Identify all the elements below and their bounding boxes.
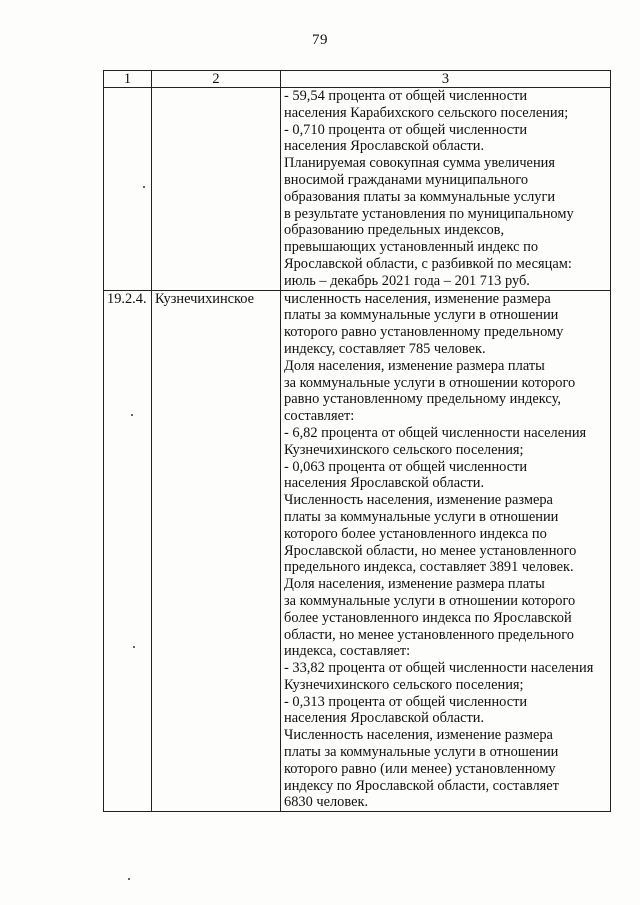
text-line: которого равно (или менее) установленному bbox=[284, 760, 556, 777]
text-line: предельного индекса, составляет 3891 человек. bbox=[284, 559, 574, 576]
text-line: вносимой гражданами муниципального bbox=[284, 171, 529, 188]
text-line: платы за коммунальные услуги в отношении bbox=[284, 508, 559, 525]
text-line: населения Ярославской области. bbox=[284, 475, 485, 492]
text-line: которого равно установленному предельному bbox=[284, 324, 564, 341]
text-line: в результате установления по муниципальному bbox=[284, 205, 574, 222]
description-cell bbox=[281, 290, 611, 812]
text-line: образования платы за коммунальные услуги bbox=[284, 188, 556, 205]
text-line: Кузнечихинского сельского поселения; bbox=[284, 441, 524, 458]
table-row bbox=[104, 88, 611, 291]
text-line: 6830 человек. bbox=[284, 794, 369, 811]
text-line: - 59,54 процента от общей численности bbox=[284, 88, 528, 104]
text-line: образованию предельных индексов, bbox=[284, 222, 505, 239]
text-line: населения Карабихского сельского поселения; bbox=[284, 104, 569, 121]
scan-speck bbox=[143, 186, 145, 188]
text-line: - 33,82 процента от общей численности населения bbox=[284, 660, 594, 677]
scan-speck bbox=[131, 414, 133, 416]
document-table bbox=[103, 70, 611, 812]
text-line: индекса, составляет: bbox=[284, 643, 411, 660]
page-number: 79 bbox=[312, 32, 328, 48]
text-line: Доля населения, изменение размера платы bbox=[284, 357, 545, 374]
text-line: превышающих установленный индекс по bbox=[284, 239, 539, 256]
scan-speck bbox=[128, 878, 130, 880]
settlement-name-cell: Кузнечихинское bbox=[152, 290, 281, 812]
text-line: Доля населения, изменение размера платы bbox=[284, 576, 545, 593]
scan-speck bbox=[133, 646, 135, 648]
text-line: составляет: bbox=[284, 408, 355, 425]
column-header: 3 bbox=[281, 71, 611, 88]
text-line: индексу по Ярославской области, составляет bbox=[284, 777, 559, 794]
settlement-name-cell bbox=[152, 88, 281, 291]
table-header-row bbox=[104, 71, 611, 88]
text-line: которого более установленного индекса по bbox=[284, 525, 547, 542]
text-line: - 0,313 процента от общей численности bbox=[284, 693, 528, 710]
column-header: 2 bbox=[152, 71, 281, 88]
text-line: Кузнечихинского сельского поселения; bbox=[284, 676, 524, 693]
row-number-cell bbox=[104, 88, 152, 291]
text-line: Ярославской области, с разбивкой по месяцам: bbox=[284, 255, 572, 272]
text-line: платы за коммунальные услуги в отношении bbox=[284, 744, 559, 761]
text-line: равно установленному предельному индексу, bbox=[284, 391, 561, 408]
text-line: более установленного индекса по Ярославской bbox=[284, 609, 572, 626]
table-row bbox=[104, 290, 611, 812]
text-line: населения Ярославской области. bbox=[284, 138, 485, 155]
text-line: индексу, составляет 785 человек. bbox=[284, 340, 486, 357]
text-line: Планируемая совокупная сумма увеличения bbox=[284, 155, 555, 172]
text-line: за коммунальные услуги в отношении которого bbox=[284, 374, 576, 391]
text-line: - 0,063 процента от общей численности bbox=[284, 458, 528, 475]
text-line: - 6,82 процента от общей численности населения bbox=[284, 424, 587, 441]
column-header: 1 bbox=[104, 71, 152, 88]
text-line: июль – декабрь 2021 года – 201 713 руб. bbox=[284, 272, 530, 289]
text-line: численность населения, изменение размера bbox=[284, 290, 551, 307]
description-cell bbox=[281, 88, 611, 291]
row-number-cell: 19.2.4. bbox=[104, 290, 152, 812]
text-line: за коммунальные услуги в отношении которого bbox=[284, 592, 576, 609]
text-line: - 0,710 процента от общей численности bbox=[284, 121, 528, 138]
text-line: Численность населения, изменение размера bbox=[284, 727, 553, 744]
text-line: Ярославской области, но менее установленного bbox=[284, 542, 577, 559]
text-line: Численность населения, изменение размера bbox=[284, 492, 553, 509]
text-line: платы за коммунальные услуги в отношении bbox=[284, 307, 559, 324]
text-line: области, но менее установленного предельного bbox=[284, 626, 574, 643]
text-line: населения Ярославской области. bbox=[284, 710, 485, 727]
